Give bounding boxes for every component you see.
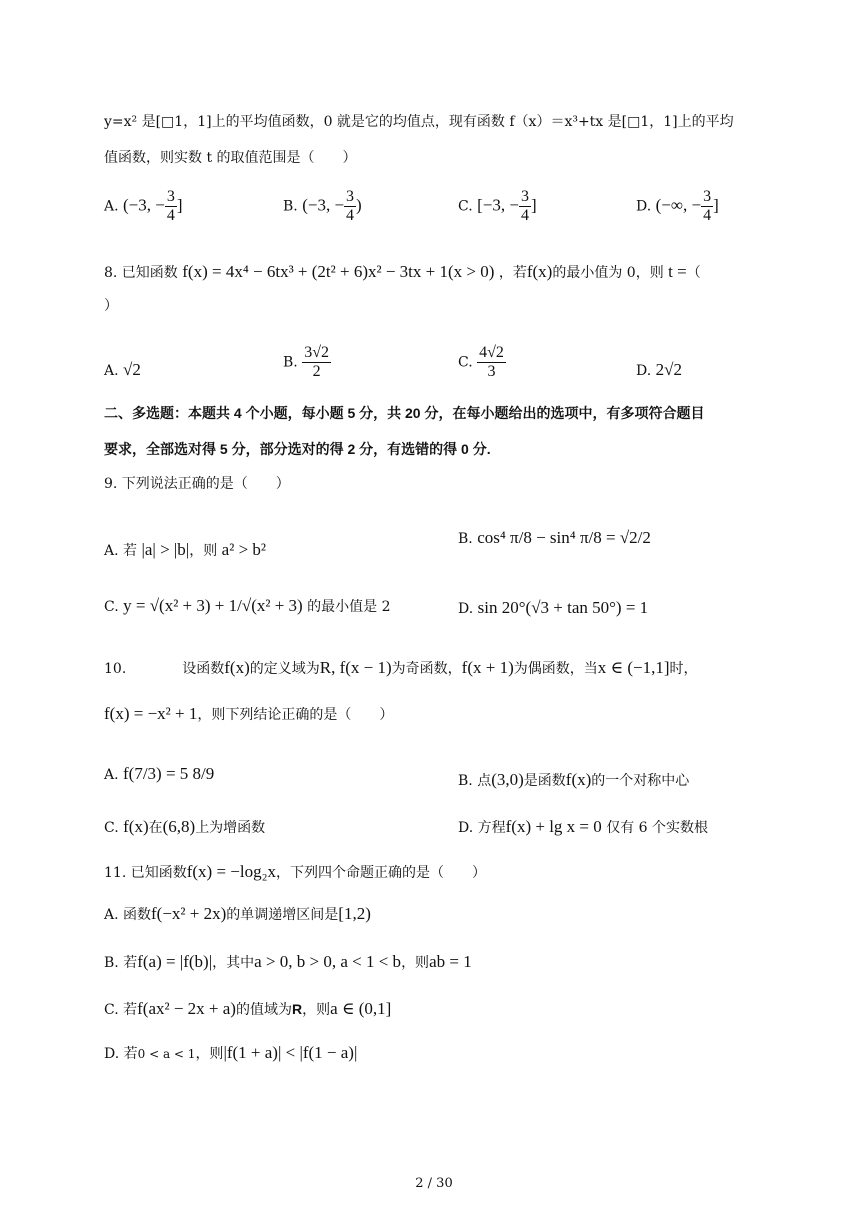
section2-heading-line2: 要求，全部选对得 5 分，部分选对的得 2 分，有选错的得 0 分.	[104, 441, 491, 457]
q11-stem: 11. 已知函数f(x) = −log₂x，下列四个命题正确的是（ ）	[104, 862, 487, 881]
q11-option-a: A. 函数f(−x² + 2x)的单调递增区间是[1,2)	[104, 904, 371, 923]
q9-option-d: D. sin 20°(√3 + tan 50°) = 1	[458, 598, 649, 617]
q7-line1: y=x² 是[□1，1]上的平均值函数，0 就是它的均值点，现有函数 f（x）＝x³+tx 是[□1，1]上的平均	[104, 114, 734, 130]
q11-option-c: C. 若f(ax² − 2x + a)的值域为R，则a ∈ (0,1]	[104, 999, 392, 1018]
q10-option-b: B. 点(3,0)是函数f(x)的一个对称中心	[458, 770, 690, 789]
q8-stem-close: ）	[104, 298, 118, 314]
q8-option-a: A. √2	[104, 360, 141, 379]
q8-formula: f(x) = 4x⁴ − 6tx³ + (2t² + 6)x² − 3tx + 1(x > 0)	[182, 262, 495, 281]
q7-line2: 值函数，则实数 t 的取值范围是（ ）	[104, 150, 357, 166]
q10-stem-line2: f(x) = −x² + 1，则下列结论正确的是（ ）	[104, 704, 394, 723]
page-number: 2 / 30	[415, 1176, 453, 1191]
q10-stem-line1: 10. 设函数f(x)的定义域为R, f(x − 1)为奇函数，f(x + 1)为偶函数，当x ∈ (−1,1]时，	[104, 658, 698, 677]
section2-heading-line1: 二、多选题：本题共 4 个小题，每小题 5 分，共 20 分，在每小题给出的选项中，有多项符合题目	[104, 405, 705, 421]
q7-option-c: C. [−3, − $\frac{3}{4}$ ]	[458, 188, 537, 224]
q8-option-d: D. 2√2	[636, 360, 682, 379]
q8-stem: 8. 已知函数 f(x) = 4x⁴ − 6tx³ + (2t² + 6)x² − 3tx + 1(x > 0) ，若f(x)的最小值为 0，则 t =（	[104, 262, 701, 281]
q7-option-d: D. (−∞, − $\frac{3}{4}$ ]	[636, 188, 719, 224]
q10-option-c: C. f(x)在(6,8)上为增函数	[104, 817, 266, 836]
q11-option-b: B. 若f(a) = |f(b)|，其中a > 0, b > 0, a < 1 < b，则ab = 1	[104, 952, 472, 971]
q9-option-a: A. 若 |a| > |b|，则 a² > b²	[104, 540, 266, 559]
q7-option-b: B. (−3, − $\frac{3}{4}$ )	[283, 188, 362, 224]
q10-option-a: A. f(7/3) = 5 8/9	[104, 764, 215, 783]
q8-option-b: B. $\frac{3√2}{2}$	[283, 344, 329, 380]
q7-option-a: A. (−3, − $\frac{3}{4}$ ]	[104, 188, 183, 224]
q9-stem: 9. 下列说法正确的是（ ）	[104, 476, 290, 492]
q10-option-d: D. 方程f(x) + lg x = 0 仅有 6 个实数根	[458, 817, 709, 836]
q9-option-c: C. y = √(x² + 3) + 1/√(x² + 3) 的最小值是 2	[104, 596, 391, 615]
q11-option-d: D. 若0 < a < 1，则|f(1 + a)| < |f(1 − a)|	[104, 1043, 358, 1062]
q9-option-b: B. cos⁴ π/8 − sin⁴ π/8 = √2/2	[458, 528, 651, 547]
q8-option-c: C. $\frac{4√2}{3}$	[458, 344, 504, 380]
